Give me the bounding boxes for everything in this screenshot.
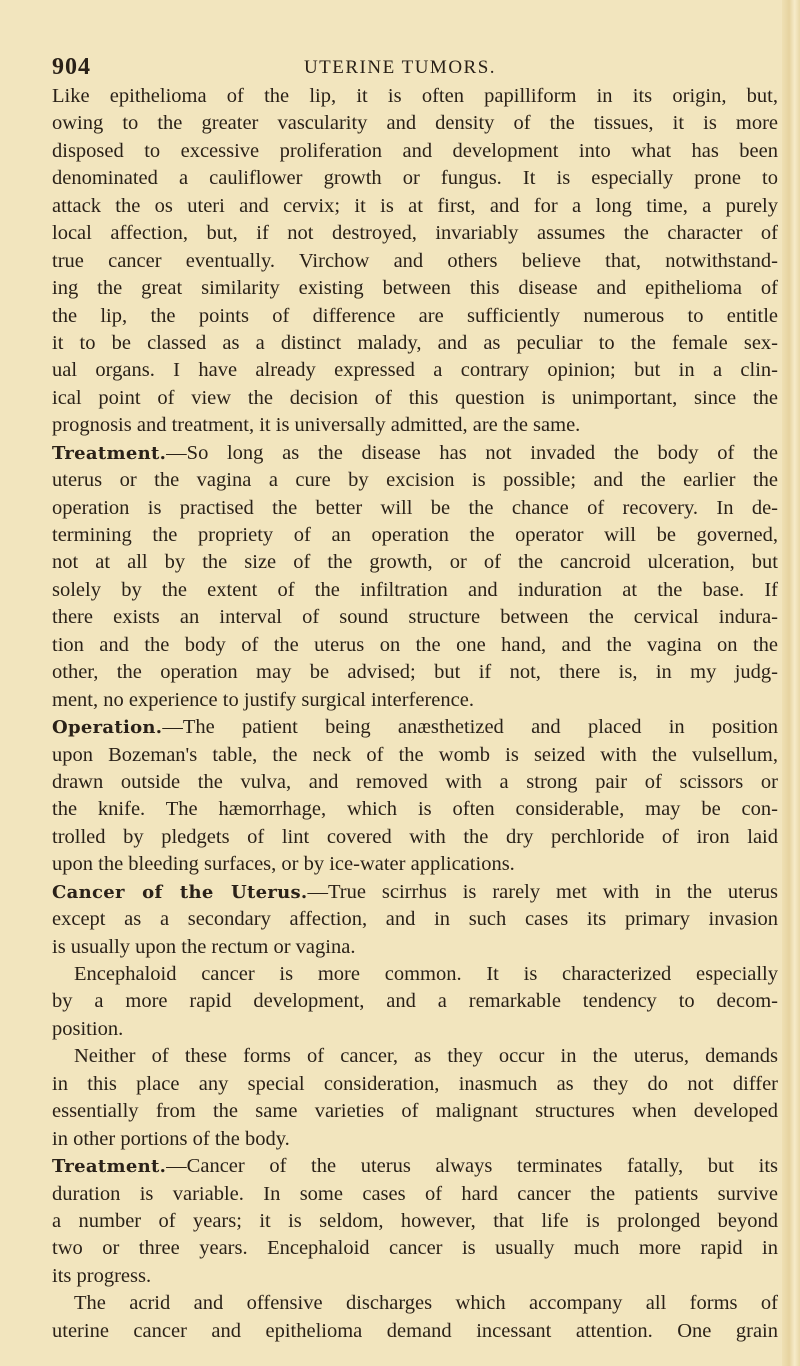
text-line: [52, 467, 778, 494]
line-text: in this place any special consideration, inasmuch as they do not differ: [52, 1072, 778, 1095]
line-text: —True scirrhus is rarely met with in the uterus: [307, 880, 778, 903]
text-line: [52, 83, 778, 110]
text-line: [52, 796, 778, 823]
line-text: Encephaloid cancer is more common. It is characterized especially: [74, 963, 778, 985]
text-line: [52, 742, 778, 769]
line-text: ual organs. I have already expressed a contrary opinion; but in a clin-: [52, 359, 778, 382]
text-line: [52, 659, 778, 686]
section-heading: Cancer of the Uterus.: [52, 881, 308, 903]
text-line: [52, 851, 778, 878]
line-text: it to be classed as a distinct malady, and as peculiar to the female sex-: [52, 331, 778, 354]
text-line: [52, 879, 778, 906]
line-text: there exists an interval of sound structure between the cervical indura-: [52, 606, 778, 629]
line-text: the lip, the points of difference are sufficiently numerous to entitle: [52, 304, 778, 327]
line-text: the knife. The hæmorrhage, which is often considerable, may be con-: [52, 798, 778, 821]
text-line: [52, 1318, 778, 1345]
line-text: other, the operation may be advised; but if not, there is, in my judg-: [52, 661, 778, 684]
text-line: [52, 632, 778, 659]
text-line: [52, 1016, 778, 1043]
text-line: [52, 385, 778, 412]
running-head: UTERINE TUMORS.: [303, 57, 497, 78]
text-line: [52, 357, 778, 384]
text-line: [52, 412, 778, 439]
line-text: in other portions of the body.: [52, 1127, 290, 1150]
text-line: [52, 961, 778, 988]
text-line: [52, 1126, 778, 1153]
text-line: [52, 1263, 778, 1290]
line-text: —So long as the disease has not invaded the body of the: [166, 441, 778, 464]
line-text: essentially from the same varieties of malignant structures when developed: [52, 1100, 778, 1123]
line-text: prognosis and treatment, it is universally admitted, are the same.: [52, 414, 581, 437]
text-line: [52, 1181, 778, 1208]
line-text: by a more rapid development, and a remarkable tendency to decom-: [52, 990, 778, 1013]
text-line: [52, 303, 778, 330]
text-line: [52, 440, 778, 467]
text-line: [52, 577, 778, 604]
line-text: duration is variable. In some cases of hard cancer the patients survive: [52, 1182, 778, 1205]
line-text: Like epithelioma of the lip, it is often papilliform in its origin, but,: [52, 85, 778, 107]
body-text: [52, 83, 778, 1345]
page-edge: [782, 0, 800, 1366]
line-text: uterine cancer and epithelioma demand incessant attention. One grain: [52, 1319, 778, 1342]
text-line: [52, 275, 778, 302]
line-text: except as a secondary affection, and in such cases its primary invasion: [52, 908, 778, 931]
line-text: operation is practised the better will be the chance of recovery. In de-: [52, 496, 778, 519]
line-text: a number of years; it is seldom, however, that life is prolonged beyond: [52, 1209, 778, 1232]
text-line: [52, 522, 778, 549]
line-text: disposed to excessive proliferation and development into what has been: [52, 139, 778, 162]
text-line: [52, 1235, 778, 1262]
text-line: [52, 495, 778, 522]
text-line: [52, 330, 778, 357]
line-text: Neither of these forms of cancer, as they occur in the uterus, demands: [74, 1045, 778, 1068]
line-text: —The patient being anæsthetized and placed in position: [162, 716, 778, 739]
line-text: solely by the extent of the infiltration and induration at the base. If: [52, 578, 778, 601]
text-line: [52, 714, 778, 741]
text-line: [52, 1071, 778, 1098]
text-line: [52, 769, 778, 796]
line-text: —Cancer of the uterus always terminates fatally, but its: [166, 1155, 778, 1178]
line-text: upon Bozeman's table, the neck of the womb is seized with the vulsellum,: [52, 743, 778, 766]
text-line: [52, 1290, 778, 1317]
section-heading: Treatment.: [52, 1156, 167, 1178]
text-line: [52, 1043, 778, 1070]
text-line: [52, 193, 778, 220]
text-line: [52, 165, 778, 192]
text-line: [52, 687, 778, 714]
line-text: tion and the body of the uterus on the one hand, and the vagina on the: [52, 633, 778, 656]
line-text: The acrid and offensive discharges which accompany all forms of: [74, 1292, 778, 1315]
text-line: [52, 934, 778, 961]
text-line: [52, 220, 778, 247]
text-line: [52, 248, 778, 275]
section-heading: Operation.: [52, 717, 163, 739]
line-text: two or three years. Encephaloid cancer is usually much more rapid in: [52, 1237, 778, 1260]
line-text: owing to the greater vascularity and density of the tissues, it is more: [52, 112, 778, 135]
text-line: [52, 604, 778, 631]
line-text: true cancer eventually. Virchow and others believe that, notwithstand-: [52, 249, 778, 272]
text-line: [52, 988, 778, 1015]
line-text: ical point of view the decision of this question is unimportant, since the: [52, 386, 778, 409]
text-line: [52, 906, 778, 933]
line-text: is usually upon the rectum or vagina.: [52, 935, 356, 958]
line-text: trolled by pledgets of lint covered with the dry perchloride of iron laid: [52, 825, 778, 848]
line-text: denominated a cauliflower growth or fungus. It is especially prone to: [52, 167, 778, 190]
line-text: attack the os uteri and cervix; it is at first, and for a long time, a purely: [52, 194, 778, 217]
section-heading: Treatment.: [52, 442, 167, 464]
line-text: uterus or the vagina a cure by excision is possible; and the earlier the: [52, 469, 778, 492]
line-text: termining the propriety of an operation the operator will be governed,: [52, 524, 778, 546]
text-line: [52, 138, 778, 165]
text-line: [52, 1208, 778, 1235]
line-text: not at all by the size of the growth, or of the cancroid ulceration, but: [52, 551, 778, 574]
line-text: drawn outside the vulva, and removed with a strong pair of scissors or: [52, 770, 778, 793]
line-text: ing the great similarity existing between this disease and epithelioma of: [52, 277, 778, 300]
text-line: [52, 1153, 778, 1180]
line-text: ment, no experience to justify surgical interference.: [52, 688, 474, 711]
line-text: local affection, but, if not destroyed, invariably assumes the character of: [52, 222, 778, 245]
text-line: [52, 1098, 778, 1125]
line-text: upon the bleeding surfaces, or by ice-water applications.: [52, 853, 515, 876]
line-text: position.: [52, 1017, 124, 1040]
text-line: [52, 824, 778, 851]
text-line: [52, 549, 778, 576]
line-text: its progress.: [52, 1264, 152, 1287]
text-line: [52, 110, 778, 137]
page-number: 904: [52, 54, 91, 80]
